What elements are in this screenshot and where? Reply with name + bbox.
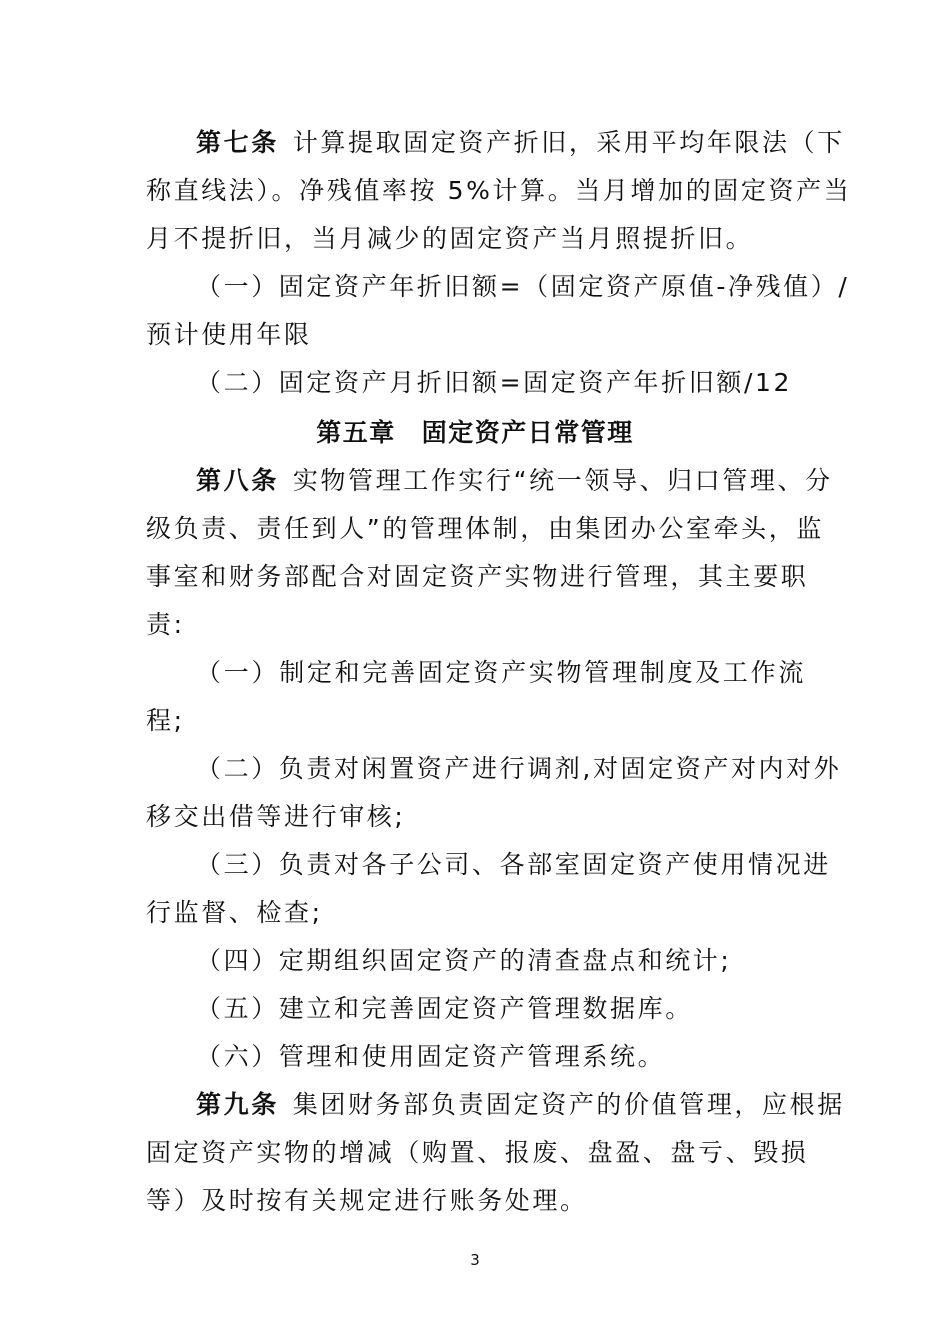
article-8-label: 第八条	[196, 466, 279, 495]
article-8-item-1-line-2: 程;	[146, 706, 185, 735]
article-7-item-1-line-1: （一）固定资产年折旧额=（固定资产原值-净残值）/	[196, 272, 850, 301]
article-8-item-2-line-2: 移交出借等进行审核;	[146, 802, 406, 831]
article-7-item-2: （二）固定资产月折旧额=固定资产年折旧额/12	[196, 368, 792, 397]
article-7-text-1: 计算提取固定资产折旧，采用平均年限法（下	[292, 128, 845, 157]
article-8-line-4: 责:	[146, 610, 185, 639]
chapter-title: 固定资产日常管理	[421, 418, 634, 447]
article-8-item-2-line-1: （二）负责对闲置资产进行调剂,对固定资产对内对外	[196, 754, 842, 783]
article-7-line-3: 月不提折旧，当月减少的固定资产当月照提折旧。	[146, 224, 754, 253]
chapter-number: 第五章	[316, 418, 396, 447]
article-7-line-2: 称直线法）。净残值率按 5%计算。当月增加的固定资产当	[146, 176, 852, 205]
article-7-label: 第七条	[196, 128, 279, 157]
article-9-text-1: 集团财务部负责固定资产的价值管理，应根据	[292, 1090, 845, 1119]
article-8-item-4: （四）定期组织固定资产的清查盘点和统计;	[196, 946, 732, 975]
page-number: 3	[470, 1251, 480, 1269]
article-8-item-6: （六）管理和使用固定资产管理系统。	[196, 1042, 666, 1071]
article-8-text-1: 实物管理工作实行“统一领导、归口管理、分	[292, 466, 833, 495]
article-7-line-1	[196, 128, 845, 158]
article-8-line-3: 事室和财务部配合对固定资产实物进行管理，其主要职	[146, 562, 809, 591]
article-9-line-3: 等）及时按有关规定进行账务处理。	[146, 1186, 588, 1215]
article-9-line-2: 固定资产实物的增减（购置、报废、盘盈、盘亏、毁损	[146, 1138, 809, 1167]
article-8-item-5: （五）建立和完善固定资产管理数据库。	[196, 994, 693, 1023]
article-8-line-1	[196, 466, 833, 496]
article-9-label: 第九条	[196, 1090, 279, 1119]
article-9-line-1	[196, 1090, 845, 1120]
chapter-heading	[0, 418, 950, 448]
article-8-item-3-line-1: （三）负责对各子公司、各部室固定资产使用情况进	[196, 850, 831, 879]
article-7-item-1-line-2: 预计使用年限	[146, 320, 312, 349]
article-8-item-3-line-2: 行监督、检查;	[146, 898, 323, 927]
article-8-item-1-line-1: （一）制定和完善固定资产实物管理制度及工作流	[196, 658, 806, 687]
article-8-line-2: 级负责、责任到人”的管理体制，由集团办公室牵头，监	[146, 514, 824, 543]
